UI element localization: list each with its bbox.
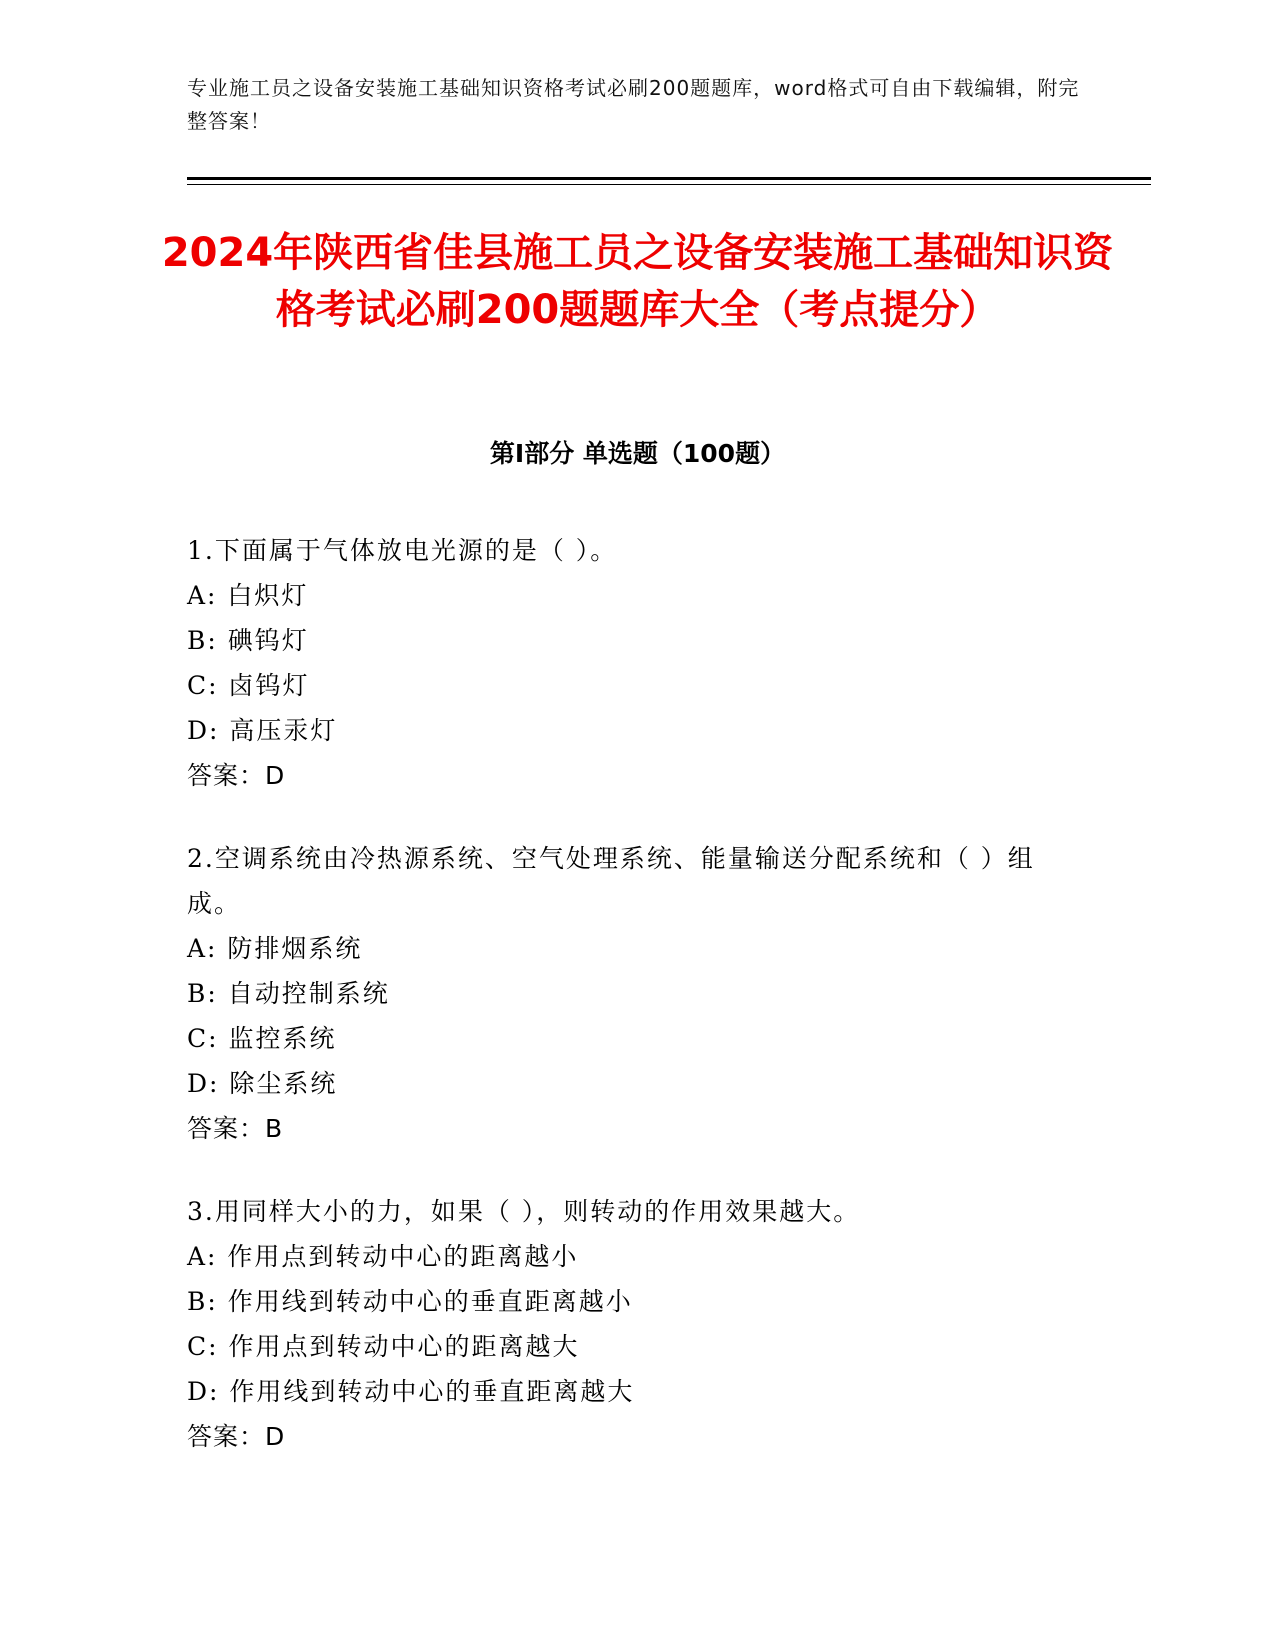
question-stem: 3.用同样大小的力，如果（ ），则转动的作用效果越大。	[187, 1197, 861, 1226]
option-c: C: 作用点到转动中心的距离越大	[187, 1332, 580, 1361]
option-d: D: 作用线到转动中心的垂直距离越大	[187, 1377, 635, 1406]
header-divider-thick	[187, 177, 1151, 180]
option-c: C: 卤钨灯	[187, 671, 310, 700]
option-b: B: 自动控制系统	[187, 979, 390, 1008]
option-d: D: 高压汞灯	[187, 716, 338, 745]
option-d: D: 除尘系统	[187, 1069, 338, 1098]
question-1	[187, 528, 1087, 798]
question-list	[187, 528, 1087, 1497]
option-c: C: 监控系统	[187, 1024, 337, 1053]
section-heading: 第Ⅰ部分 单选题（100题）	[489, 439, 786, 468]
option-b: B: 作用线到转动中心的垂直距离越小	[187, 1287, 633, 1316]
option-a: A: 白炽灯	[187, 581, 309, 610]
option-a: A: 作用点到转动中心的距离越小	[187, 1242, 579, 1271]
question-stem: 1.下面属于气体放电光源的是（ ）。	[187, 536, 618, 565]
question-stem: 2.空调系统由冷热源系统、空气处理系统、能量输送分配系统和（ ）组成。	[187, 844, 1035, 918]
document-title: 2024年陕西省佳县施工员之设备安装施工基础知识资格考试必刷200题题库大全（考点提分）	[161, 230, 1114, 333]
header-divider-thin	[187, 184, 1151, 185]
answer: 答案：D	[187, 1422, 286, 1451]
header-note: 专业施工员之设备安装施工基础知识资格考试必刷200题题库，word格式可自由下载编辑，附完整答案！	[187, 76, 1080, 133]
question-2	[187, 836, 1087, 1151]
option-b: B: 碘钨灯	[187, 626, 309, 655]
option-a: A: 防排烟系统	[187, 934, 363, 963]
answer: 答案：D	[187, 761, 286, 790]
answer: 答案：B	[187, 1114, 284, 1143]
question-3	[187, 1189, 1087, 1459]
